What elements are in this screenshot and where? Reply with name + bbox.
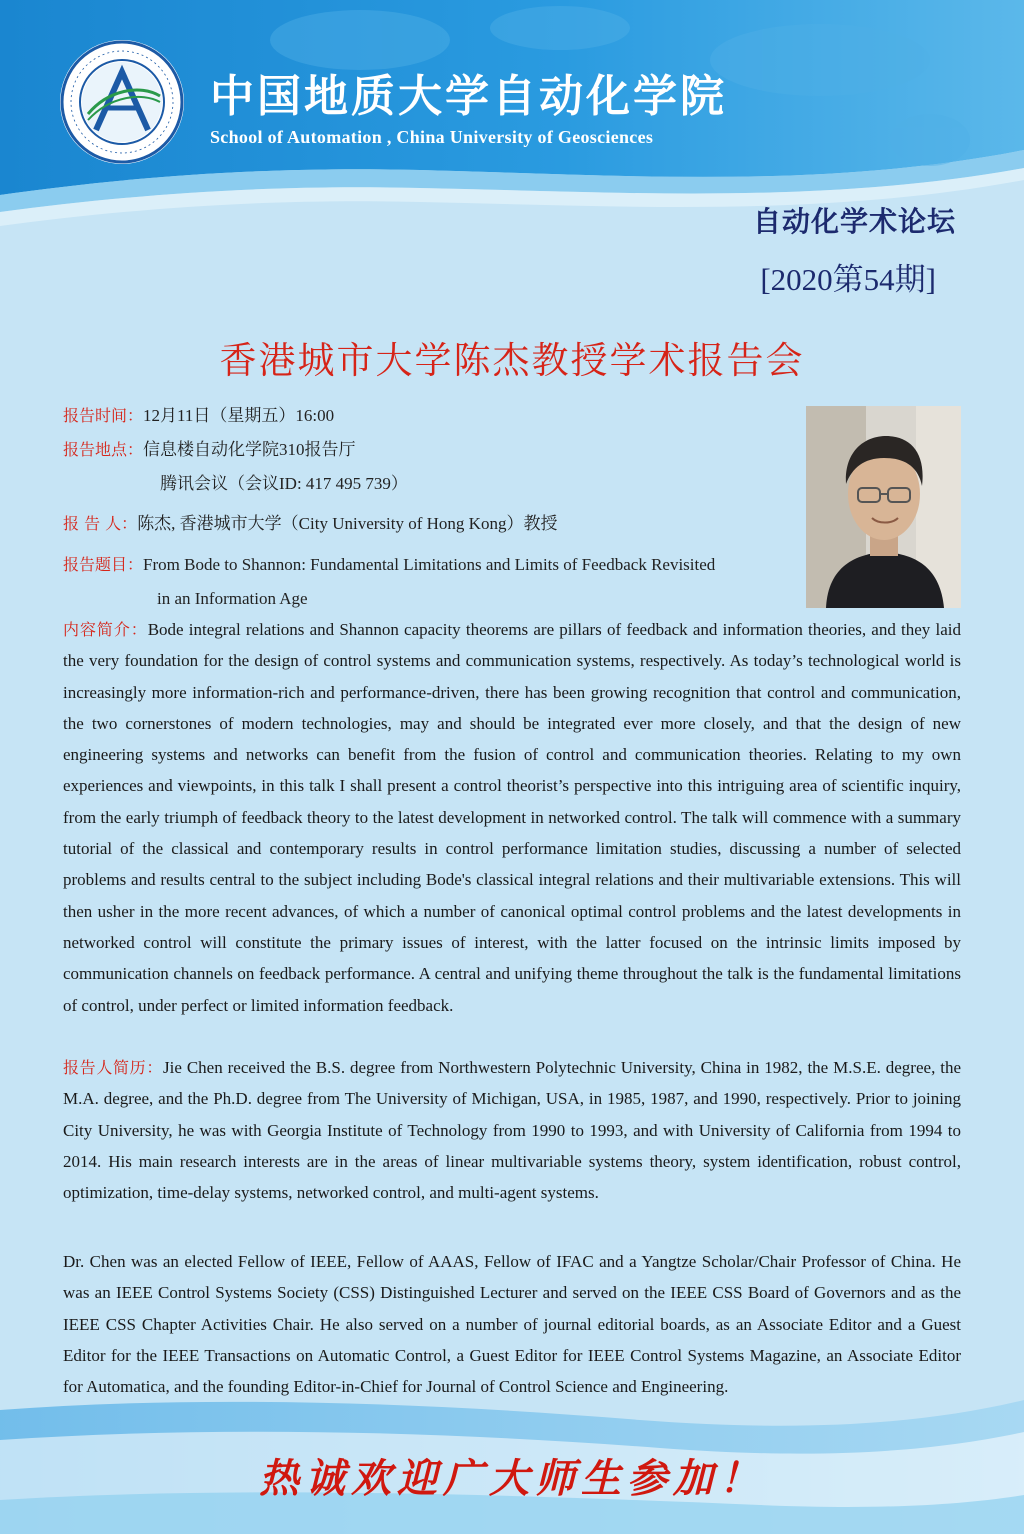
place-value: 信息楼自动化学院310报告厅 xyxy=(143,440,356,459)
time-label: 报告时间： xyxy=(63,406,144,425)
topic-line-2: in an Information Age xyxy=(157,589,308,608)
university-logo xyxy=(58,38,186,166)
info-speaker xyxy=(63,513,557,535)
topic-label: 报告题目： xyxy=(63,555,144,574)
info-time xyxy=(63,405,334,427)
info-topic-cont xyxy=(157,588,308,610)
info-place xyxy=(63,439,356,461)
speaker-label: 报 告 人： xyxy=(63,514,138,533)
info-topic xyxy=(63,554,715,576)
bio-label: 报告人简历： xyxy=(63,1058,164,1077)
topic-line-1: From Bode to Shannon: Fundamental Limitations and Limits of Feedback Revisited xyxy=(143,555,716,574)
abstract-paragraph xyxy=(63,614,961,1021)
bio-paragraph-1 xyxy=(63,1052,961,1208)
abstract-text: Bode integral relations and Shannon capacity theorems are pillars of feedback and information theories, and they laid the very foundation for the design of control systems and communication systems, respectively. As today’s technological world is increasingly more information-rich and performance-driven, there has been growing recognition that control and communication, the two cornerstones of modern technologies, may and should be integrated ever more closely, and that the design of new engineering systems and networks can benefit from the fusion of control and communication theories. Relating to my own experiences and viewpoints, in this talk I shall present a control theorist’s perspective into this intriguing area of scientific inquiry, from the early triumph of feedback theory to the latest development in networked control. The talk will commence with a summary tutorial of the classical and contemporary results in control performance limitation studies, discussing a number of selected problems and results central to the subject including Bode's classical integral relations and their multivariable extensions. This will then usher in the more recent advances, of which a number of canonical optimal control problems and the latest developments in networked control will constitute the primary issues of interest, with the latter focused on the intrinsic limits imposed by communication channels on feedback performance. A central and unifying theme throughout the talk is the fundamental limitations of control, under perfect or limited information feedback. xyxy=(63,620,961,1015)
university-name-cn: 中国地质大学自动化学院 xyxy=(210,71,727,122)
place-value-online: 腾讯会议（会议ID: 417 495 739） xyxy=(160,474,408,493)
info-place-online xyxy=(160,473,408,495)
welcome-banner: 热诚欢迎广大师生参加！ xyxy=(259,1455,765,1502)
time-value: 12月11日（星期五）16:00 xyxy=(143,406,335,425)
forum-name: 自动化学术论坛 xyxy=(752,205,956,238)
place-label: 报告地点： xyxy=(63,440,144,459)
abstract-label: 内容简介： xyxy=(63,620,148,639)
speaker-value: 陈杰, 香港城市大学（City University of Hong Kong）教授 xyxy=(137,514,558,533)
university-name-en: School of Automation , China University of Geosciences xyxy=(210,127,654,147)
bio-text-2: Dr. Chen was an elected Fellow of IEEE, Fellow of AAAS, Fellow of IFAC and a Yangtze Scholar/Chair Professor of China. He was an IEEE Control Systems Society (CSS) Distinguished Lecturer and served on the IEEE CSS Board of Governors and as the IEEE CSS Chapter Activities Chair. He also served on a number of journal editorial boards, as an Associate Editor and a Guest Editor for the IEEE Transactions on Automatic Control, a Guest Editor for IEEE Control Systems Magazine, an Associate Editor for Automatica, and the founding Editor-in-Chief for Journal of Control Science and Engineering. xyxy=(63,1252,961,1397)
speaker-photo xyxy=(806,406,961,608)
bio-text-1: Jie Chen received the B.S. degree from Northwestern Polytechnic University, China in 1982, the M.S.E. degree, the M.A. degree, and the Ph.D. degree from The University of Michigan, USA, in 1985, 1987, and 1990, respectively. Prior to joining City University, he was with Georgia Institute of Technology from 1990 to 1993, and with University of California from 1994 to 2014. His main research interests are in the areas of linear multivariable systems theory, system identification, robust control, optimization, time-delay systems, networked control, and multi-agent systems. xyxy=(63,1058,961,1203)
bio-paragraph-2 xyxy=(63,1246,961,1402)
event-title: 香港城市大学陈杰教授学术报告会 xyxy=(219,339,805,382)
forum-issue: [2020第54期] xyxy=(760,262,936,297)
